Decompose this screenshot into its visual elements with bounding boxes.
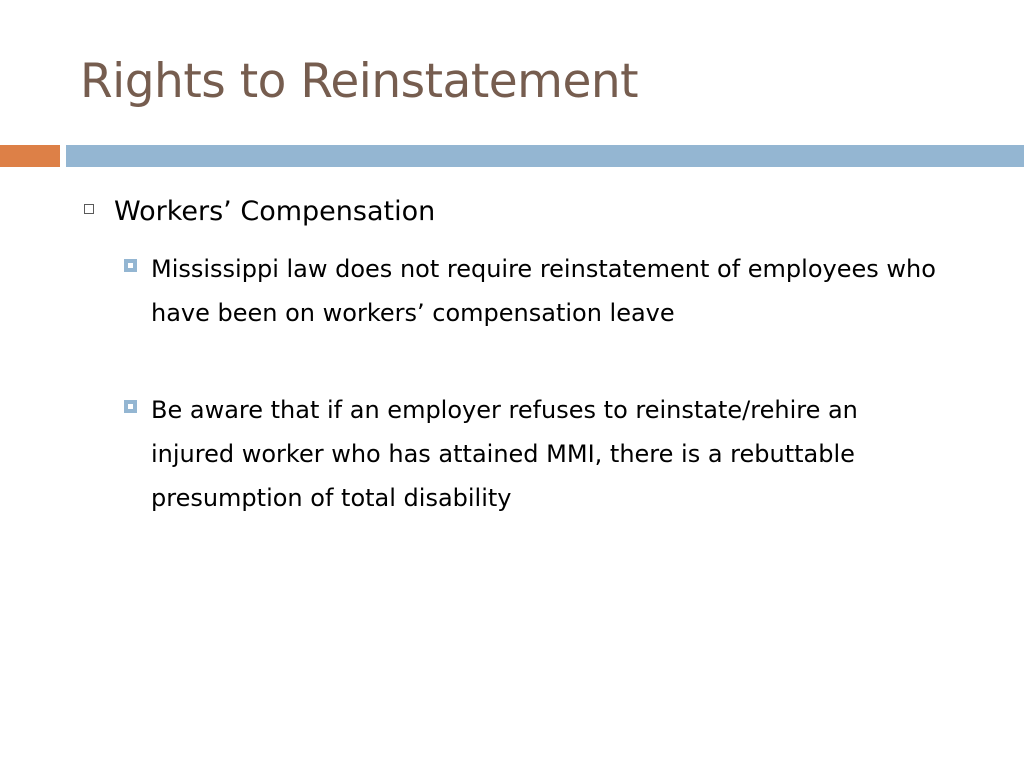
bullet-text: Workers’ Compensation xyxy=(114,196,436,227)
hollow-square-bullet-icon xyxy=(84,204,94,214)
sub-bullet-text: Mississippi law does not require reinstatement of employees who have been on workers’ compensation leave xyxy=(151,255,936,327)
square-bullet-icon xyxy=(124,259,137,272)
bullet-workers-compensation xyxy=(84,190,435,234)
sub-bullet-mississippi-law xyxy=(124,247,944,335)
sub-bullet-be-aware xyxy=(124,388,944,520)
square-bullet-icon xyxy=(124,400,137,413)
slide-title: Rights to Reinstatement xyxy=(80,54,639,109)
sub-bullet-text: Be aware that if an employer refuses to reinstate/rehire an injured worker who has attained MMI, there is a rebuttable presumption of total disability xyxy=(151,396,858,512)
